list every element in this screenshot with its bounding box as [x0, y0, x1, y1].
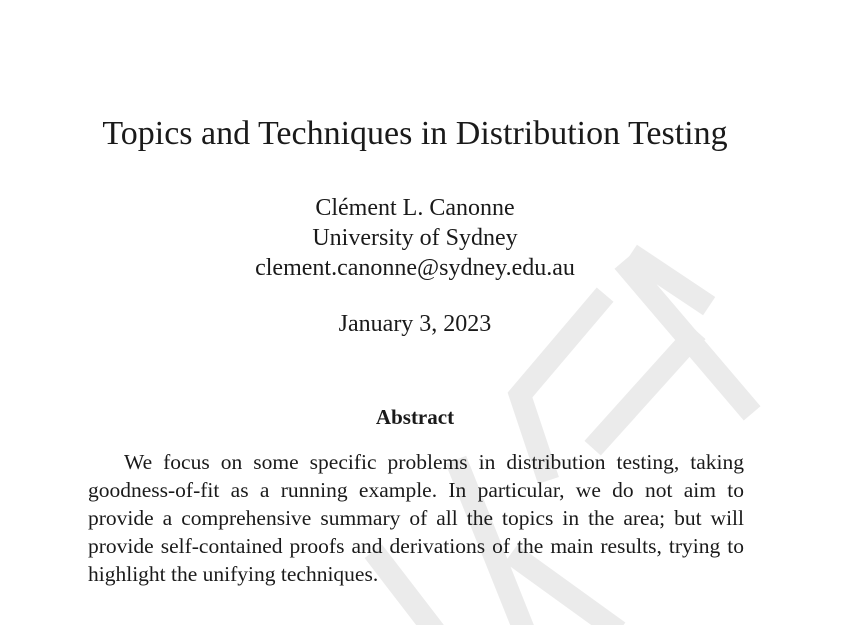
paper-date: January 3, 2023 — [338, 311, 492, 337]
author-affiliation: University of Sydney — [312, 225, 518, 251]
author-email: clement.canonne@sydney.edu.au — [255, 255, 575, 281]
abstract-heading: Abstract — [375, 405, 455, 429]
abstract-body: We focus on some specific problems in distribution testing, taking goodness-of-fit as a running example. In particular, we do not aim to provide a comprehensive summary of all the topics in the area; but will provide self-contained proofs and derivations of the main results, trying to highlight the unifying techniques. — [88, 450, 744, 586]
paper-title: Topics and Techniques in Distribution Testing — [102, 115, 728, 152]
author-name: Clément L. Canonne — [315, 195, 515, 221]
